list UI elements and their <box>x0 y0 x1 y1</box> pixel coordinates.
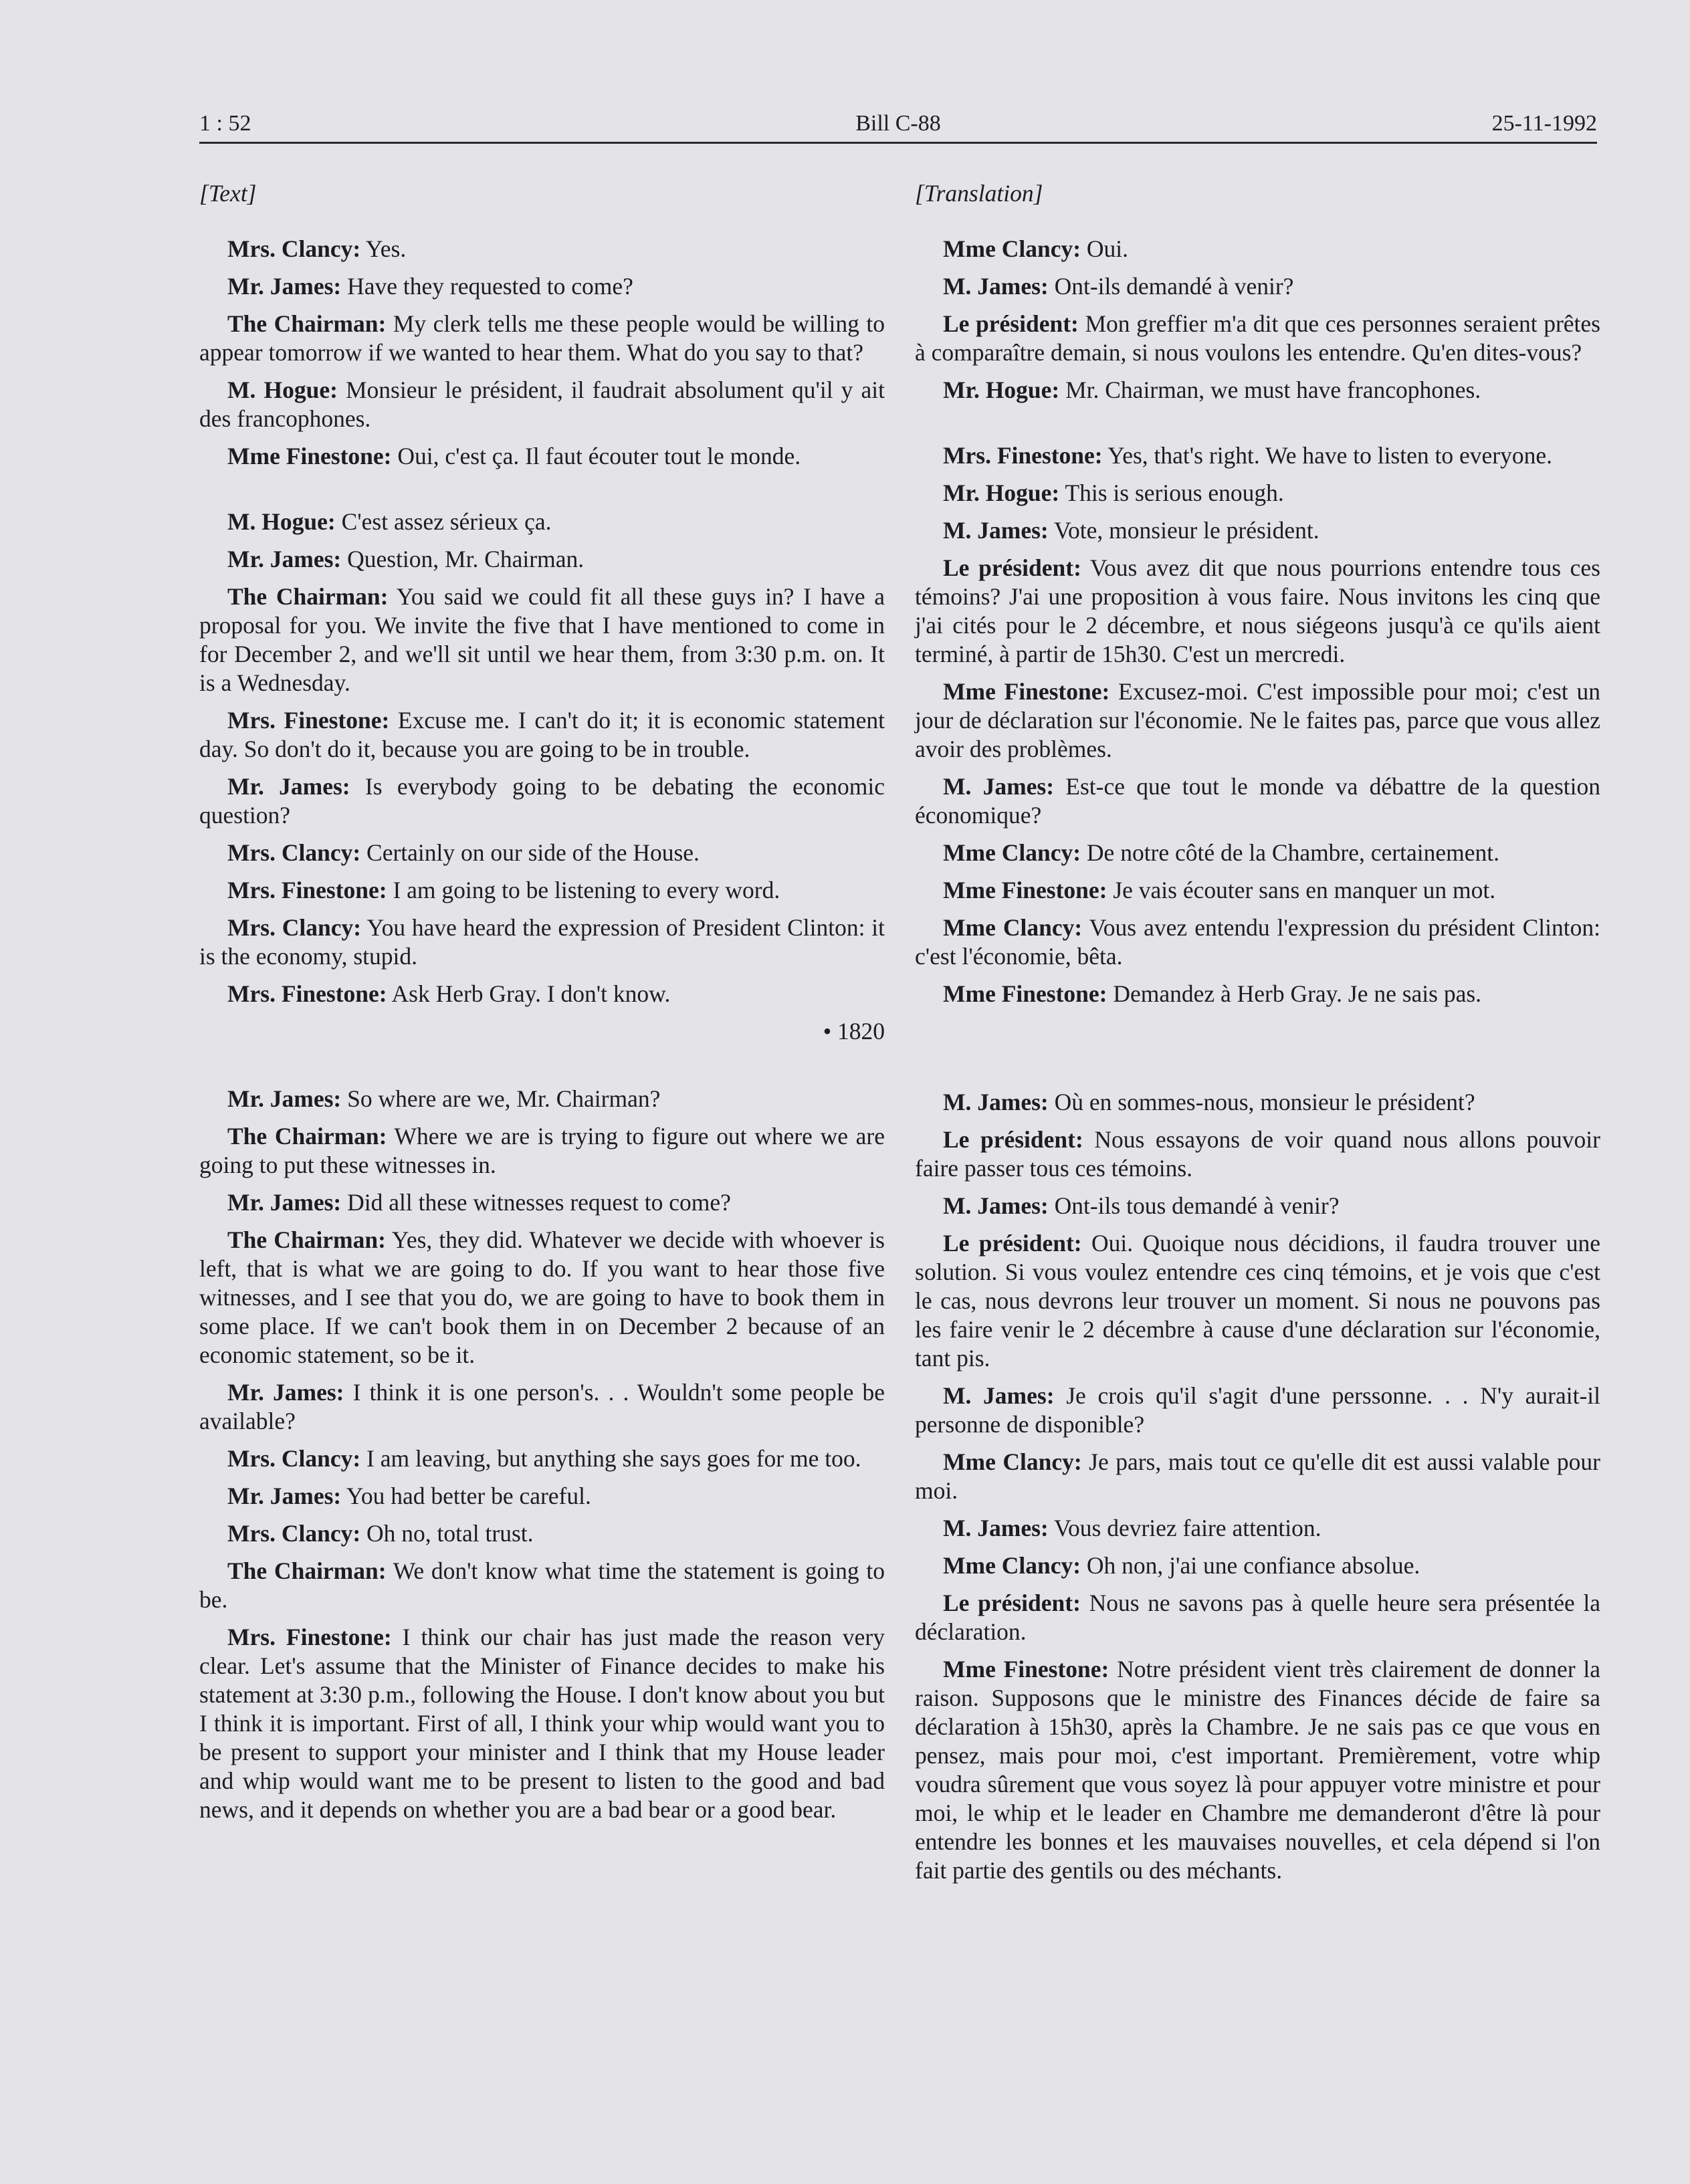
page-number: 1 : 52 <box>199 111 251 136</box>
speech-paragraph <box>915 272 1600 301</box>
speech-paragraph <box>199 545 885 574</box>
speaker-name: Mrs. Finestone: <box>227 877 387 903</box>
speech-text: Yes. <box>360 235 407 262</box>
speech-text: De notre côté de la Chambre, certainement. <box>1081 839 1499 866</box>
french-before-marker <box>915 235 1600 1008</box>
speech-paragraph <box>915 235 1600 263</box>
french-after-marker <box>915 1088 1600 1885</box>
speaker-name: Mr. Hogue: <box>943 479 1060 506</box>
speech-paragraph <box>199 272 885 301</box>
speech-paragraph <box>915 772 1600 830</box>
speech-paragraph <box>915 1192 1600 1220</box>
speech-text: You said we could fit all these guys in? I have a proposal for you. We invite the five that I have mentioned to come in for December 2, and we'll sit until we hear them, from 3:30 p.m. on. It is a Wednesday. <box>199 583 885 696</box>
speech-text: Ont-ils tous demandé à venir? <box>1048 1192 1340 1219</box>
speaker-name: Mr. Hogue: <box>943 376 1060 403</box>
speech-paragraph <box>199 442 885 471</box>
speech-text: Nous essayons de voir quand nous allons pouvoir faire passer tous ces témoins. <box>915 1126 1600 1182</box>
speech-text: Where we are is trying to figure out where we are going to put these witnesses in. <box>199 1123 885 1178</box>
speech-paragraph <box>915 310 1600 367</box>
speaker-name: Mme Finestone: <box>943 980 1107 1007</box>
speech-paragraph <box>915 1514 1600 1543</box>
speech-paragraph <box>915 479 1600 508</box>
speech-text: Yes, they did. Whatever we decide with whoever is left, that is what we are going to do. If you want to hear those five witnesses, and I see that you do, we are going to have to book them in some place. If we can't book them in on December 2 because of an economic statement, so be it. <box>199 1226 885 1368</box>
speech-text: Oui, c'est ça. Il faut écouter tout le monde. <box>391 443 801 469</box>
speaker-name: Mrs. Finestone: <box>227 1624 392 1650</box>
speaker-name: Mr. James: <box>227 1085 342 1112</box>
speech-paragraph <box>199 1085 885 1113</box>
speech-paragraph <box>915 1655 1600 1885</box>
speech-paragraph <box>199 1519 885 1548</box>
english-before-marker <box>199 235 885 1008</box>
speaker-name: Mr. James: <box>227 546 342 572</box>
speaker-name: Mrs. Clancy: <box>227 1445 361 1472</box>
speaker-name: Mrs. Clancy: <box>227 235 361 262</box>
speaker-name: Mme Finestone: <box>943 877 1107 903</box>
speaker-name: M. James: <box>943 1192 1049 1219</box>
speech-paragraph <box>199 508 885 536</box>
speech-text: Nous ne savons pas à quelle heure sera présentée la déclaration. <box>915 1590 1601 1645</box>
speech-text: Did all these witnesses request to come? <box>341 1189 731 1216</box>
speech-paragraph <box>915 441 1600 470</box>
speech-text: Is everybody going to be debating the economic question? <box>199 773 885 829</box>
speech-text: Vous devriez faire attention. <box>1048 1515 1322 1541</box>
speaker-name: M. James: <box>943 1382 1055 1409</box>
speaker-name: Mr. James: <box>227 1189 342 1216</box>
speech-paragraph <box>915 1551 1600 1580</box>
speech-text: Ask Herb Gray. I don't know. <box>387 980 671 1007</box>
speech-text: Ont-ils demandé à venir? <box>1048 273 1294 300</box>
section-label-translation: [Translation] <box>915 180 1043 207</box>
speech-paragraph <box>199 1444 885 1473</box>
speech-text: Je crois qu'il s'agit d'une perssonne. . . N'y aurait-il personne de disponible? <box>915 1382 1601 1438</box>
speech-text: Où en sommes-nous, monsieur le président? <box>1048 1089 1475 1115</box>
speech-text: I am leaving, but anything she says goes for me too. <box>360 1445 861 1472</box>
speech-text: Yes, that's right. We have to listen to everyone. <box>1102 442 1552 469</box>
speaker-name: Le président: <box>943 1126 1083 1153</box>
speech-text: Vous avez dit que nous pourrions entendre tous ces témoins? J'ai une proposition à vous faire. Nous invitons les cinq que j'ai cités pour le 2 décembre, et nous siégeons jusqu'à ce qu'ils aient terminé, à partir de 15h30. C'est un mercredi. <box>915 554 1600 667</box>
speech-paragraph <box>915 980 1600 1008</box>
speech-paragraph <box>915 913 1600 971</box>
speaker-name: Mme Finestone: <box>943 1656 1110 1682</box>
speaker-name: Mr. James: <box>227 1483 342 1509</box>
speech-paragraph <box>915 516 1600 545</box>
speaker-name: The Chairman: <box>227 1123 387 1150</box>
speech-text: I think our chair has just made the reason very clear. Let's assume that the Minister of Finance decides to make his statement at 3:30 p.m., following the House. I don't know about you but I think it is important. First of all, I think your whip would want you to be present to support your minister and I think that my House leader and whip would want me to be present to listen to the good and bad news, and it depends on whether you are a bad bear or a good bear. <box>199 1624 885 1823</box>
speaker-name: Le président: <box>943 310 1079 337</box>
speech-text: Question, Mr. Chairman. <box>341 546 585 572</box>
speech-paragraph <box>915 839 1600 867</box>
speaker-name: The Chairman: <box>227 1557 387 1584</box>
speaker-name: M. James: <box>943 517 1049 544</box>
speaker-name: Mrs. Clancy: <box>227 839 361 866</box>
speaker-name: Le président: <box>943 1230 1082 1257</box>
speech-text: C'est assez sérieux ça. <box>335 508 552 535</box>
speech-paragraph <box>199 876 885 905</box>
bill-title: Bill C-88 <box>855 111 941 136</box>
speech-paragraph <box>199 839 885 867</box>
speech-paragraph <box>199 1623 885 1824</box>
speaker-name: The Chairman: <box>227 1226 386 1253</box>
english-after-marker <box>199 1085 885 1824</box>
speaker-name: M. James: <box>943 773 1055 800</box>
speech-text: Je pars, mais tout ce qu'elle dit est aussi valable pour moi. <box>915 1448 1600 1504</box>
speaker-name: Mme Clancy: <box>943 839 1081 866</box>
speech-paragraph <box>199 310 885 367</box>
speaker-name: Mme Clancy: <box>943 235 1081 262</box>
speech-text: We don't know what time the statement is going to be. <box>199 1557 885 1613</box>
speech-paragraph <box>199 913 885 971</box>
section-label-text: [Text] <box>199 180 257 207</box>
marker-spacer <box>915 1017 1600 1088</box>
speaker-name: Mr. James: <box>227 273 342 300</box>
speech-paragraph <box>915 376 1600 405</box>
header-date: 25-11-1992 <box>1491 111 1597 136</box>
speech-paragraph <box>915 876 1600 905</box>
speech-paragraph <box>199 980 885 1008</box>
speech-paragraph <box>915 1589 1600 1646</box>
paragraph-gap <box>915 413 1600 441</box>
speech-paragraph <box>199 582 885 697</box>
speech-text: Vote, monsieur le président. <box>1048 517 1319 544</box>
speech-paragraph <box>915 1448 1600 1505</box>
speech-paragraph <box>915 1229 1600 1373</box>
speaker-name: M. James: <box>943 273 1049 300</box>
speaker-name: Le président: <box>943 1590 1081 1616</box>
speaker-name: Mrs. Clancy: <box>227 1520 361 1547</box>
speech-text: Mon greffier m'a dit que ces personnes seraient prêtes à comparaître demain, si nous voulons les entendre. Qu'en dites-vous? <box>915 310 1600 366</box>
speaker-name: Mme Clancy: <box>943 1448 1082 1475</box>
speaker-name: M. James: <box>943 1515 1049 1541</box>
speech-paragraph <box>199 376 885 433</box>
speech-paragraph <box>199 235 885 263</box>
speech-text: Monsieur le président, il faudrait absolument qu'il y ait des francophones. <box>199 376 885 432</box>
speech-paragraph <box>199 1226 885 1370</box>
speech-text: Oui. Quoique nous décidions, il faudra trouver une solution. Si vous voulez entendre ces cinq témoins, et je vois que c'est le cas, nous devrons leur trouver un moment. Si nous ne pouvons pas les faire venir le 2 décembre à cause d'une déclaration sur l'économie, tant pis. <box>915 1230 1601 1372</box>
speech-paragraph <box>199 1482 885 1511</box>
speaker-name: M. Hogue: <box>227 508 336 535</box>
speech-paragraph <box>915 1088 1600 1117</box>
speech-text: This is serious enough. <box>1059 479 1284 506</box>
speaker-name: The Chairman: <box>227 583 389 610</box>
speech-text: Notre président vient très clairement de donner la raison. Supposons que le ministre des Finances décide de faire sa déclaration à 15h30, après la Chambre. Je ne sais pas ce que vous en pensez, mais pour moi, c'est important. Premièrement, votre whip voudra sûrement que vous soyez là pour appuyer votre ministre et pour moi, le whip et le leader en Chambre me demanderont d'être là pour entendre les bonnes et les mauvaises nouvelles, et cela dépend si l'on fait partie des gentils ou des méchants. <box>915 1656 1601 1884</box>
speech-text: Mr. Chairman, we must have francophones. <box>1059 376 1481 403</box>
speech-text: Have they requested to come? <box>341 273 633 300</box>
speech-text: Demandez à Herb Gray. Je ne sais pas. <box>1107 980 1482 1007</box>
speech-text: Est-ce que tout le monde va débattre de la question économique? <box>915 773 1600 829</box>
speech-text: So where are we, Mr. Chairman? <box>341 1085 661 1112</box>
speech-text: Oui. <box>1081 235 1129 262</box>
speech-paragraph <box>199 772 885 830</box>
speech-paragraph <box>199 1557 885 1614</box>
time-marker: • 1820 <box>823 1018 885 1045</box>
speech-text: Vous avez entendu l'expression du président Clinton: c'est l'économie, bêta. <box>915 914 1600 970</box>
speaker-name: M. James: <box>943 1089 1049 1115</box>
speech-paragraph <box>199 1122 885 1180</box>
speaker-name: Mme Finestone: <box>943 678 1110 705</box>
speaker-name: Mrs. Finestone: <box>227 980 387 1007</box>
speech-paragraph <box>199 1188 885 1217</box>
speech-text: I am going to be listening to every word. <box>387 877 780 903</box>
french-column <box>915 179 1600 1894</box>
speaker-name: M. Hogue: <box>227 376 338 403</box>
speaker-name: Mrs. Finestone: <box>943 442 1103 469</box>
speaker-name: Mrs. Finestone: <box>227 707 390 734</box>
english-column <box>199 179 885 1833</box>
speech-paragraph <box>915 1382 1600 1439</box>
speech-text: Oh no, total trust. <box>360 1520 534 1547</box>
speech-text: Oh non, j'ai une confiance absolue. <box>1081 1552 1420 1579</box>
speaker-name: Mme Clancy: <box>943 1552 1081 1579</box>
speaker-name: The Chairman: <box>227 310 387 337</box>
speech-text: You have heard the expression of President Clinton: it is the economy, stupid. <box>199 914 885 970</box>
speech-paragraph <box>199 706 885 764</box>
speaker-name: Mrs. Clancy: <box>227 914 362 941</box>
speaker-name: Mme Clancy: <box>943 914 1083 941</box>
speaker-name: Le président: <box>943 554 1081 581</box>
page-header <box>199 100 1597 144</box>
speech-text: My clerk tells me these people would be willing to appear tomorrow if we wanted to hear them. What do you say to that? <box>199 310 885 366</box>
speech-text: Excuse me. I can't do it; it is economic statement day. So don't do it, because you are going to be in trouble. <box>199 707 885 762</box>
speech-text: You had better be careful. <box>341 1483 591 1509</box>
speech-paragraph <box>915 554 1600 669</box>
speaker-name: Mr. James: <box>227 773 350 800</box>
speech-paragraph <box>199 1378 885 1436</box>
speech-text: Certainly on our side of the House. <box>360 839 700 866</box>
speech-text: I think it is one person's. . . Wouldn't some people be available? <box>199 1379 885 1434</box>
speech-text: Je vais écouter sans en manquer un mot. <box>1107 877 1496 903</box>
speaker-name: Mme Finestone: <box>227 443 392 469</box>
paragraph-gap <box>199 479 885 508</box>
speech-text: Excusez-moi. C'est impossible pour moi; c'est un jour de déclaration sur l'économie. Ne le faites pas, parce que vous allez avoir des problèmes. <box>915 678 1600 762</box>
speech-paragraph <box>915 1125 1600 1183</box>
speech-paragraph <box>915 677 1600 764</box>
speaker-name: Mr. James: <box>227 1379 344 1406</box>
